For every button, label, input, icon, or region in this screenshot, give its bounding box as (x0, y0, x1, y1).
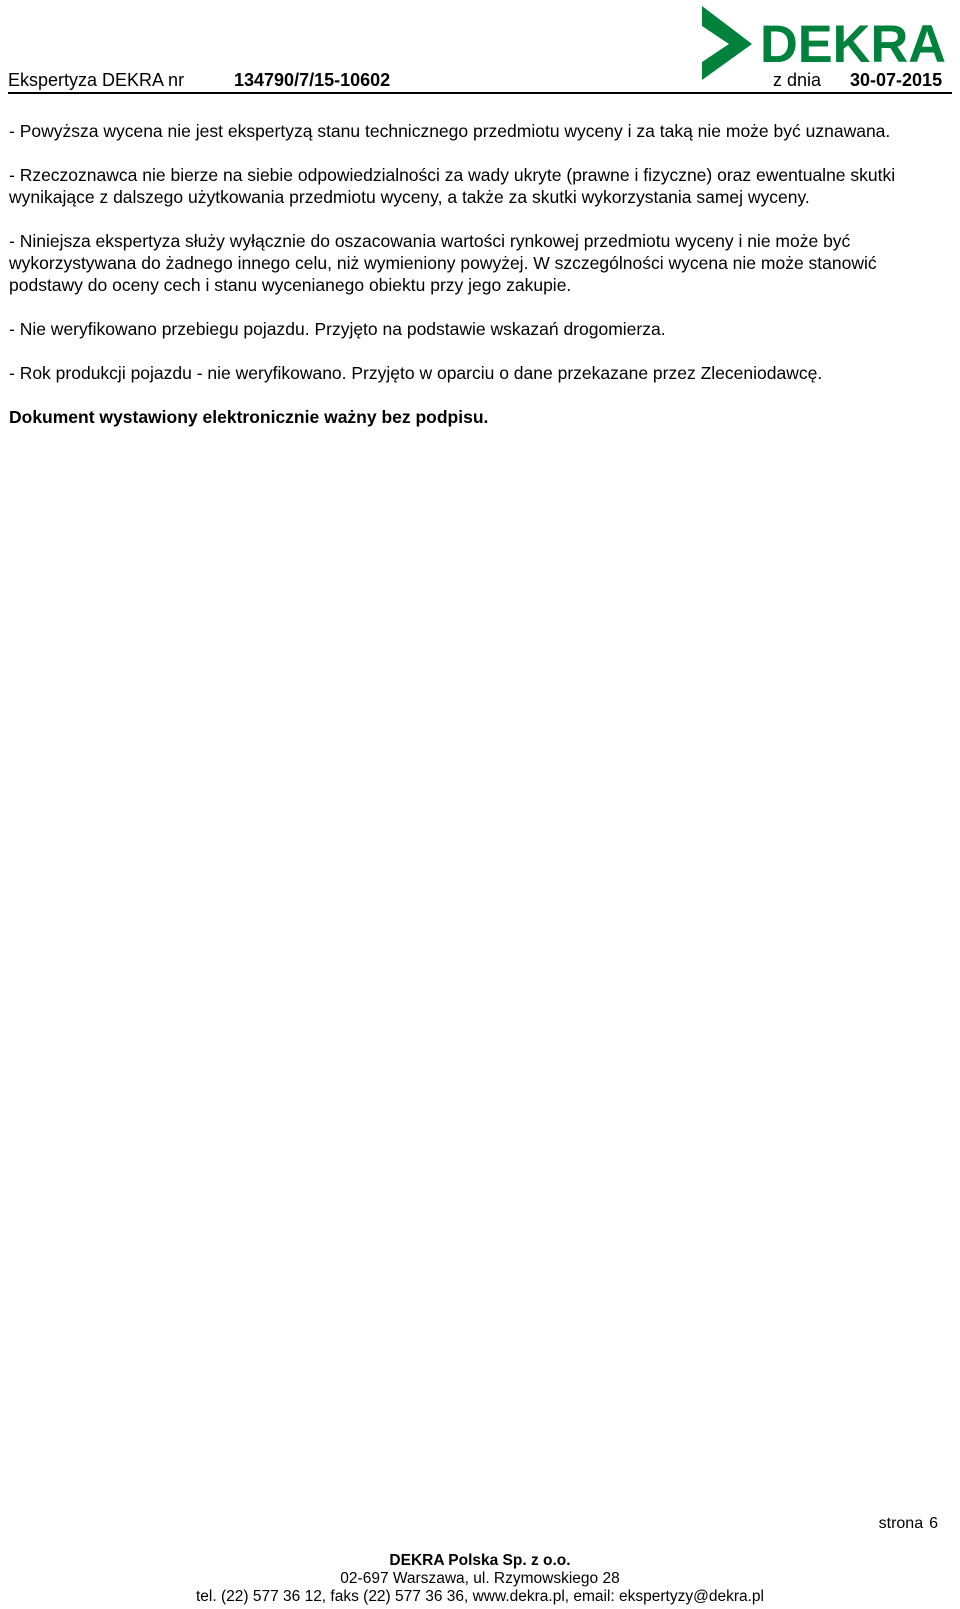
page-footer (0, 1552, 960, 1606)
footer-company: DEKRA Polska Sp. z o.o. (389, 1552, 571, 1569)
date-label: z dnia (773, 70, 822, 90)
footer-address: 02-697 Warszawa, ul. Rzymowskiego 28 (340, 1570, 620, 1587)
page-number (879, 1515, 938, 1533)
page-number-label: strona (878, 1515, 924, 1532)
page-number-value: 6 (929, 1515, 938, 1532)
document-body (9, 120, 947, 450)
electronic-document-note: Dokument wystawiony elektronicznie ważny bez podpisu. (9, 407, 489, 427)
disclaimer-paragraph-3: - Niniejsza ekspertyza służy wyłącznie do oszacowania wartości rynkowej przedmiotu wyceny i nie może być wykorzystywana do żadnego innego celu, niż wymieniony powyżej. W szczególności wycena nie może stanowić podstawy do oceny cech i stanu wycenianego obiektu przy jego zakupie. (9, 231, 877, 295)
dekra-logo-mark (702, 6, 752, 80)
document-label: Ekspertyza DEKRA nr (8, 70, 185, 90)
document-date: 30-07-2015 (850, 70, 943, 90)
header-divider (8, 92, 952, 94)
disclaimer-paragraph-2: - Rzeczoznawca nie bierze na siebie odpowiedzialności za wady ukryte (prawne i fizyczne) oraz ewentualne skutki wynikające z dalszego użytkowania przedmiotu wyceny, a także za skutki wykorzystania samej wyceny. (9, 165, 896, 207)
footer-contact: tel. (22) 577 36 12, faks (22) 577 36 36, www.dekra.pl, email: ekspertyzy@dekra.pl (196, 1588, 764, 1605)
disclaimer-paragraph-5: - Rok produkcji pojazdu - nie weryfikowano. Przyjęto w oparciu o dane przekazane przez Zleceniodawcę. (9, 363, 823, 383)
disclaimer-paragraph-4: - Nie weryfikowano przebiegu pojazdu. Przyjęto na podstawie wskazań drogomierza. (9, 319, 666, 339)
disclaimer-paragraph-1: - Powyższa wycena nie jest ekspertyzą stanu technicznego przedmiotu wyceny i za taką nie może być uznawana. (9, 121, 891, 141)
dekra-logo (696, 4, 952, 80)
dekra-logo-text: DEKRA (760, 15, 946, 74)
document-number: 134790/7/15-10602 (234, 70, 391, 90)
page-header (8, 0, 952, 96)
